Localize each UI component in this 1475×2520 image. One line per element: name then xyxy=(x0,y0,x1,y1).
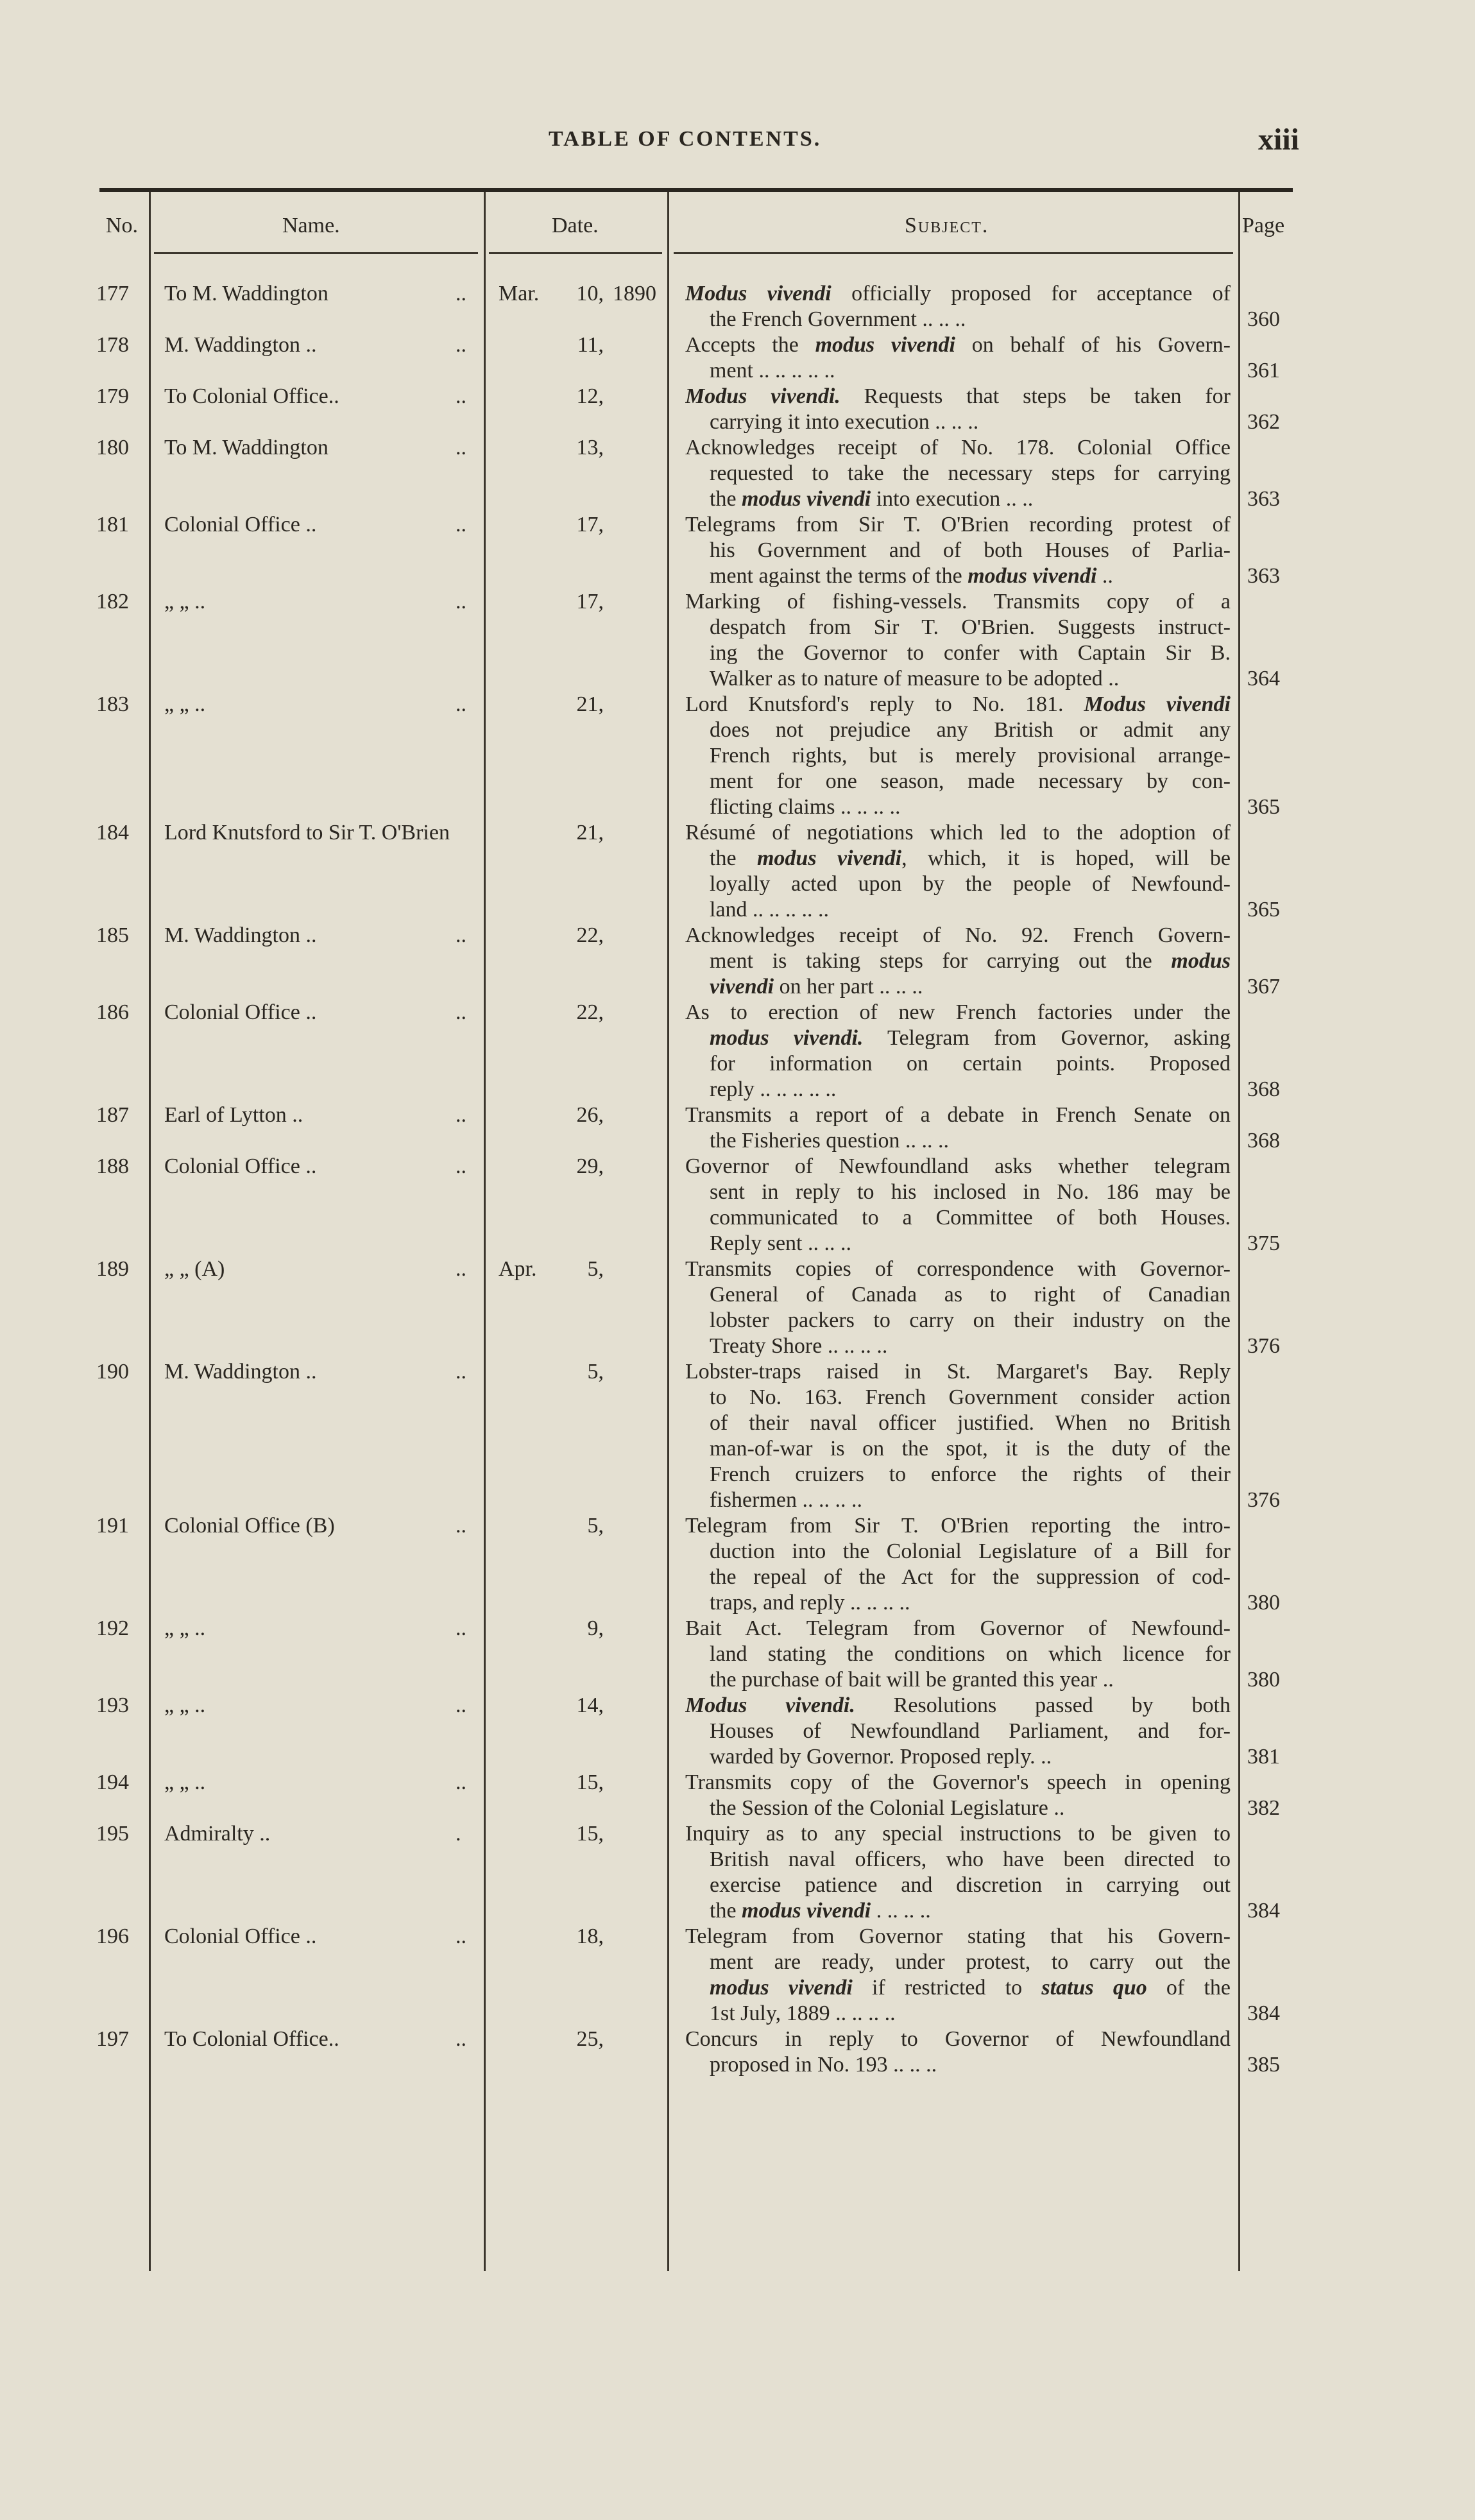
entry-subject xyxy=(685,1770,1231,1821)
entry-name: Colonial Office (B) xyxy=(164,1514,335,1538)
subject-line: Lord Knutsford's reply to No. 181. Modus vivendi xyxy=(685,692,1231,716)
subject-line: Telegram from Sir T. O'Brien reporting the intro- xyxy=(685,1514,1231,1538)
header-rule-subject xyxy=(674,252,1233,254)
entry-subject xyxy=(685,512,1231,589)
entry-number: 194 xyxy=(96,1770,129,1794)
entry-name: „ „ .. xyxy=(164,1616,206,1640)
entry-name: Lord Knutsford to Sir T. O'Brien xyxy=(164,821,450,844)
entry-name: Earl of Lytton .. xyxy=(164,1103,303,1127)
entry-page-number: 380 xyxy=(1247,1591,1280,1615)
entry-page-number: 381 xyxy=(1247,1745,1280,1769)
entry-subject xyxy=(685,589,1231,692)
subject-line: the Fisheries question .. .. .. xyxy=(710,1129,950,1153)
subject-line: reply .. .. .. .. .. xyxy=(710,1077,837,1101)
name-leader-dots: .. xyxy=(456,1257,466,1281)
entry-day: 25, xyxy=(576,2027,604,2051)
entry-subject xyxy=(685,1256,1231,1359)
entry-page-number: 376 xyxy=(1247,1488,1280,1512)
entry-subject xyxy=(685,435,1231,512)
entry-page-number: 363 xyxy=(1247,564,1280,588)
entry-page-number: 384 xyxy=(1247,1899,1280,1923)
subject-line: duction into the Colonial Legislature of a Bill for xyxy=(710,1539,1231,1563)
entry-day: 9, xyxy=(587,1616,604,1640)
entry-number: 178 xyxy=(96,333,129,357)
entry-number: 182 xyxy=(96,590,129,613)
subject-line: Accepts the modus vivendi on behalf of his Govern- xyxy=(685,333,1231,357)
entry-number: 177 xyxy=(96,282,129,305)
entry-page-number: 364 xyxy=(1247,667,1280,690)
entry-page-number: 368 xyxy=(1247,1129,1280,1153)
name-leader-dots: .. xyxy=(456,1770,466,1794)
entry-number: 181 xyxy=(96,513,129,536)
subject-line: Lobster-traps raised in St. Margaret's Bay. Reply xyxy=(685,1360,1231,1384)
subject-line: ment is taking steps for carrying out the modus xyxy=(710,949,1231,973)
subject-line: carrying it into execution .. .. .. xyxy=(710,410,979,434)
entry-day: 13, xyxy=(576,436,604,459)
subject-line: Bait Act. Telegram from Governor of Newfound- xyxy=(685,1616,1231,1640)
subject-line: Treaty Shore .. .. .. .. xyxy=(710,1334,888,1358)
entry-day: 5, xyxy=(587,1257,604,1281)
page-numeral: xiii xyxy=(1258,123,1299,157)
header-no: No. xyxy=(106,214,139,237)
entry-day: 5, xyxy=(587,1360,604,1384)
entry-day: 15, xyxy=(576,1770,604,1794)
subject-line: Houses of Newfoundland Parliament, and for- xyxy=(710,1719,1231,1743)
subject-line: fishermen .. .. .. .. xyxy=(710,1488,862,1512)
entry-page-number: 365 xyxy=(1247,898,1280,921)
subject-line: Concurs in reply to Governor of Newfoundland xyxy=(685,2027,1231,2051)
subject-line: As to erection of new French factories under the xyxy=(685,1000,1231,1024)
entry-page-number: 360 xyxy=(1247,307,1280,331)
name-leader-dots: .. xyxy=(456,436,466,459)
entry-subject xyxy=(685,2027,1231,2078)
name-leader-dots: .. xyxy=(456,692,466,716)
entry-subject xyxy=(685,1000,1231,1102)
entry-day: 21, xyxy=(576,692,604,716)
entry-number: 179 xyxy=(96,384,129,408)
entry-year: 1890 xyxy=(613,282,656,305)
entry-page-number: 365 xyxy=(1247,795,1280,819)
subject-line: of their naval officer justified. When no British xyxy=(710,1411,1231,1435)
entry-number: 180 xyxy=(96,436,129,459)
subject-line: loyally acted upon by the people of Newfound- xyxy=(710,872,1231,896)
entry-number: 189 xyxy=(96,1257,129,1281)
name-leader-dots: .. xyxy=(456,1360,466,1384)
entry-number: 184 xyxy=(96,821,129,844)
subject-line: warded by Governor. Proposed reply. .. xyxy=(710,1745,1052,1769)
header-rule-name xyxy=(154,252,478,254)
column-divider-no xyxy=(149,192,151,2271)
name-leader-dots: .. xyxy=(456,590,466,613)
entry-subject xyxy=(685,1102,1231,1154)
subject-line: exercise patience and discretion in carrying out xyxy=(710,1873,1231,1897)
subject-line: communicated to a Committee of both Houses. xyxy=(710,1206,1231,1230)
top-rule xyxy=(99,188,1293,192)
entry-subject xyxy=(685,1359,1231,1513)
entry-name: „ „ .. xyxy=(164,1693,206,1717)
name-leader-dots: .. xyxy=(456,1616,466,1640)
subject-line: Transmits a report of a debate in French Senate on xyxy=(685,1103,1231,1127)
subject-line: Governor of Newfoundland asks whether telegram xyxy=(685,1154,1231,1178)
subject-line: Modus vivendi. Resolutions passed by both xyxy=(685,1693,1231,1717)
subject-line: the purchase of bait will be granted this year .. xyxy=(710,1668,1114,1692)
entry-subject xyxy=(685,923,1231,1000)
subject-line: for information on certain points. Proposed xyxy=(710,1052,1231,1076)
name-leader-dots: .. xyxy=(456,1000,466,1024)
subject-line: modus vivendi. Telegram from Governor, asking xyxy=(710,1026,1231,1050)
subject-line: Marking of fishing-vessels. Transmits copy of a xyxy=(685,590,1231,613)
entry-page-number: 361 xyxy=(1247,359,1280,382)
subject-line: sent in reply to his inclosed in No. 186 may be xyxy=(710,1180,1231,1204)
entry-day: 22, xyxy=(576,923,604,947)
entry-number: 191 xyxy=(96,1514,129,1538)
subject-line: British naval officers, who have been directed to xyxy=(710,1847,1231,1871)
entry-page-number: 363 xyxy=(1247,487,1280,511)
subject-line: Acknowledges receipt of No. 92. French Govern- xyxy=(685,923,1231,947)
entry-number: 192 xyxy=(96,1616,129,1640)
entry-name: „ „ .. xyxy=(164,1770,206,1794)
name-leader-dots: .. xyxy=(456,384,466,408)
header-date: Date. xyxy=(552,214,599,237)
entry-day: 26, xyxy=(576,1103,604,1127)
name-leader-dots: .. xyxy=(456,333,466,357)
entry-number: 187 xyxy=(96,1103,129,1127)
entry-name: M. Waddington .. xyxy=(164,923,317,947)
header-subject: Subject. xyxy=(905,214,989,237)
subject-line: ing the Governor to confer with Captain Sir B. xyxy=(710,641,1231,665)
name-leader-dots: .. xyxy=(456,282,466,305)
entry-subject xyxy=(685,1924,1231,2027)
header-rule-date xyxy=(489,252,662,254)
entry-name: Colonial Office .. xyxy=(164,1924,317,1948)
subject-line: proposed in No. 193 .. .. .. xyxy=(710,2053,937,2077)
subject-line: French rights, but is merely provisional arrange- xyxy=(710,744,1231,767)
name-leader-dots: .. xyxy=(456,513,466,536)
header-page: Page xyxy=(1242,214,1285,237)
entry-subject xyxy=(685,1693,1231,1770)
subject-line: the French Government .. .. .. xyxy=(710,307,966,331)
entry-number: 195 xyxy=(96,1822,129,1846)
entry-name: M. Waddington .. xyxy=(164,333,317,357)
subject-line: modus vivendi if restricted to status quo of the xyxy=(710,1976,1231,2000)
entry-name: Admiralty .. xyxy=(164,1822,271,1846)
entry-page-number: 362 xyxy=(1247,410,1280,434)
name-leader-dots: .. xyxy=(456,1693,466,1717)
subject-line: Telegram from Governor stating that his Govern- xyxy=(685,1924,1231,1948)
name-leader-dots: .. xyxy=(456,1103,466,1127)
subject-line: Modus vivendi officially proposed for acceptance of xyxy=(685,282,1231,305)
entry-name: To Colonial Office.. xyxy=(164,2027,339,2051)
entry-name: „ „ .. xyxy=(164,692,206,716)
subject-line: Transmits copies of correspondence with Governor- xyxy=(685,1257,1231,1281)
entry-subject xyxy=(685,1513,1231,1616)
entry-day: 29, xyxy=(576,1154,604,1178)
entry-page-number: 367 xyxy=(1247,975,1280,999)
entry-number: 193 xyxy=(96,1693,129,1717)
subject-line: the modus vivendi, which, it is hoped, will be xyxy=(710,846,1231,870)
subject-line: Reply sent .. .. .. xyxy=(710,1231,851,1255)
subject-line: the modus vivendi into execution .. .. xyxy=(710,487,1034,511)
subject-line: 1st July, 1889 .. .. .. .. xyxy=(710,2001,896,2025)
name-leader-dots: .. xyxy=(456,1154,466,1178)
name-leader-dots: . xyxy=(456,1822,461,1846)
column-divider-subject xyxy=(1238,192,1240,2271)
entry-name: Colonial Office .. xyxy=(164,1000,317,1024)
subject-line: Inquiry as to any special instructions to be given to xyxy=(685,1822,1231,1846)
name-leader-dots: .. xyxy=(456,923,466,947)
entry-month: Apr. xyxy=(499,1257,537,1281)
entry-page-number: 385 xyxy=(1247,2053,1280,2077)
subject-line: Telegrams from Sir T. O'Brien recording protest of xyxy=(685,513,1231,536)
entry-day: 12, xyxy=(576,384,604,408)
entry-subject xyxy=(685,692,1231,820)
subject-line: ment for one season, made necessary by con- xyxy=(710,769,1231,793)
entry-name: M. Waddington .. xyxy=(164,1360,317,1384)
entry-page-number: 382 xyxy=(1247,1796,1280,1820)
entry-number: 188 xyxy=(96,1154,129,1178)
entry-number: 185 xyxy=(96,923,129,947)
subject-line: traps, and reply .. .. .. .. xyxy=(710,1591,910,1615)
subject-line: flicting claims .. .. .. .. xyxy=(710,795,901,819)
subject-line: ment .. .. .. .. .. xyxy=(710,359,835,382)
entry-day: 14, xyxy=(576,1693,604,1717)
entry-month: Mar. xyxy=(499,282,540,305)
subject-line: his Government and of both Houses of Parlia- xyxy=(710,538,1231,562)
entry-number: 186 xyxy=(96,1000,129,1024)
entry-day: 11, xyxy=(577,333,604,357)
subject-line: Modus vivendi. Requests that steps be taken for xyxy=(685,384,1231,408)
column-divider-date xyxy=(667,192,669,2271)
header-name: Name. xyxy=(282,214,340,237)
entry-subject xyxy=(685,820,1231,923)
entry-page-number: 380 xyxy=(1247,1668,1280,1692)
subject-line: does not prejudice any British or admit any xyxy=(710,718,1231,742)
entry-page-number: 376 xyxy=(1247,1334,1280,1358)
subject-line: to No. 163. French Government consider action xyxy=(710,1385,1231,1409)
running-head xyxy=(99,122,1299,160)
entry-name: „ „ .. xyxy=(164,590,206,613)
entry-day: 15, xyxy=(576,1822,604,1846)
entry-subject xyxy=(685,1821,1231,1924)
subject-line: the repeal of the Act for the suppression of cod- xyxy=(710,1565,1231,1589)
subject-line: Walker as to nature of measure to be adopted .. xyxy=(710,667,1120,690)
entry-number: 196 xyxy=(96,1924,129,1948)
entry-day: 10, xyxy=(576,282,604,305)
subject-line: the modus vivendi . .. .. .. xyxy=(710,1899,931,1923)
entry-number: 183 xyxy=(96,692,129,716)
name-leader-dots: .. xyxy=(456,1924,466,1948)
subject-line: vivendi on her part .. .. .. xyxy=(710,975,923,999)
subject-line: Résumé of negotiations which led to the adoption of xyxy=(685,821,1231,844)
subject-line: land .. .. .. .. .. xyxy=(710,898,830,921)
subject-line: Transmits copy of the Governor's speech in opening xyxy=(685,1770,1231,1794)
subject-line: land stating the conditions on which licence for xyxy=(710,1642,1231,1666)
entry-number: 190 xyxy=(96,1360,129,1384)
subject-line: General of Canada as to right of Canadian xyxy=(710,1283,1231,1307)
entry-name: Colonial Office .. xyxy=(164,513,317,536)
entry-name: Colonial Office .. xyxy=(164,1154,317,1178)
entry-day: 22, xyxy=(576,1000,604,1024)
subject-line: lobster packers to carry on their industry on the xyxy=(710,1308,1231,1332)
name-leader-dots: .. xyxy=(456,2027,466,2051)
entry-day: 5, xyxy=(587,1514,604,1538)
subject-line: man-of-war is on the spot, it is the duty of the xyxy=(710,1437,1231,1461)
entry-subject xyxy=(685,332,1231,384)
subject-line: ment against the terms of the modus vivendi .. xyxy=(710,564,1113,588)
running-title: TABLE OF CONTENTS. xyxy=(549,127,822,151)
subject-line: Acknowledges receipt of No. 178. Colonial Office xyxy=(685,436,1231,459)
entry-day: 18, xyxy=(576,1924,604,1948)
subject-line: ment are ready, under protest, to carry out the xyxy=(710,1950,1231,1974)
entry-day: 17, xyxy=(576,590,604,613)
subject-line: French cruizers to enforce the rights of their xyxy=(710,1462,1231,1486)
entry-subject xyxy=(685,1616,1231,1693)
entry-day: 17, xyxy=(576,513,604,536)
column-divider-name xyxy=(484,192,486,2271)
entry-page-number: 375 xyxy=(1247,1231,1280,1255)
entry-name: „ „ (A) xyxy=(164,1257,225,1281)
subject-line: requested to take the necessary steps for carrying xyxy=(710,461,1231,485)
name-leader-dots: .. xyxy=(456,1514,466,1538)
entry-day: 21, xyxy=(576,821,604,844)
entry-name: To Colonial Office.. xyxy=(164,384,339,408)
entry-page-number: 384 xyxy=(1247,2001,1280,2025)
entry-subject xyxy=(685,384,1231,435)
entry-number: 197 xyxy=(96,2027,129,2051)
subject-line: the Session of the Colonial Legislature .. xyxy=(710,1796,1065,1820)
entry-name: To M. Waddington xyxy=(164,436,328,459)
subject-line: despatch from Sir T. O'Brien. Suggests instruct- xyxy=(710,615,1231,639)
entry-subject xyxy=(685,1154,1231,1256)
entry-page-number: 368 xyxy=(1247,1077,1280,1101)
entry-subject xyxy=(685,281,1231,332)
entry-name: To M. Waddington xyxy=(164,282,328,305)
